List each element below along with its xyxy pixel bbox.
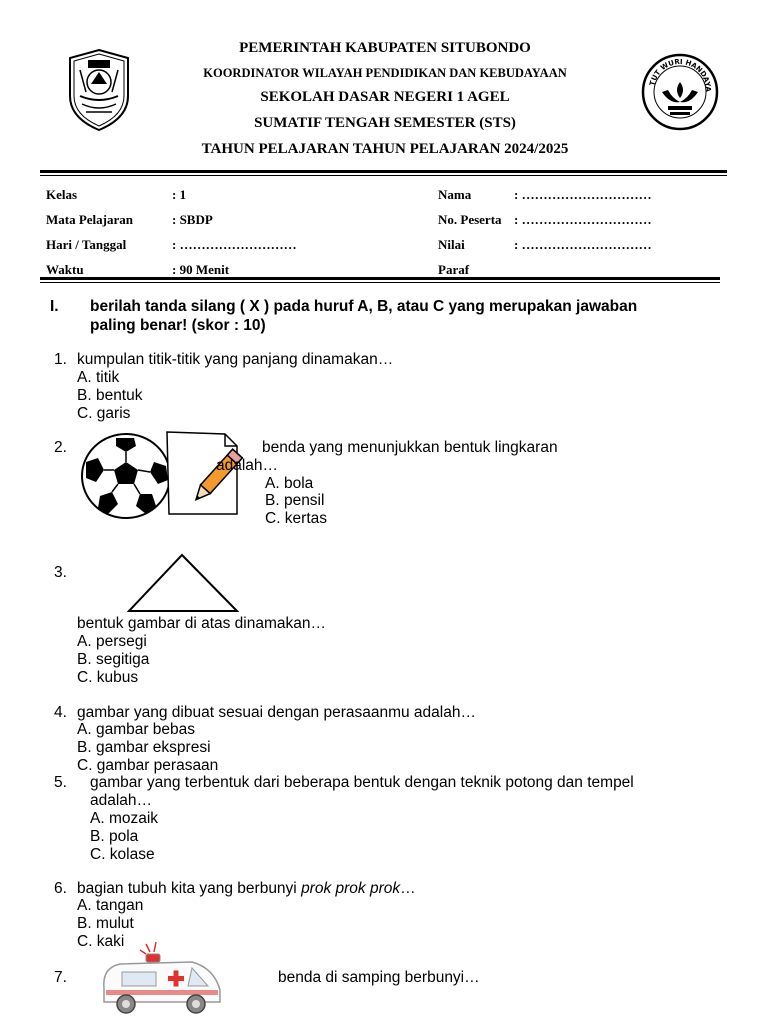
- q6-option-c: C. kaki: [77, 933, 125, 950]
- q4-option-a: A. gambar bebas: [77, 721, 196, 738]
- mapel-label: Mata Pelajaran: [46, 212, 134, 227]
- q3-number: 3.: [54, 564, 67, 581]
- q7-number: 7.: [54, 969, 67, 986]
- header-year: TAHUN PELAJARAN TAHUN PELAJARAN 2024/2025: [201, 141, 569, 157]
- header-government: PEMERINTAH KABUPATEN SITUBONDO: [239, 40, 531, 56]
- q3-text: bentuk gambar di atas dinamakan…: [77, 615, 327, 632]
- q6-text: [77, 880, 416, 898]
- q6-option-a: A. tangan: [77, 897, 144, 914]
- nilai-label: Nilai: [438, 237, 465, 252]
- kelas-value: : 1: [172, 187, 187, 202]
- q6-option-b: B. mulut: [77, 915, 134, 932]
- q4-option-c: C. gambar perasaan: [77, 757, 219, 774]
- hari-value: : ………………………: [172, 237, 297, 252]
- triangle-image: [126, 553, 240, 613]
- soccer-ball-image: [80, 432, 175, 520]
- header-exam: SUMATIF TENGAH SEMESTER (STS): [254, 115, 516, 131]
- info-divider-thin: [40, 282, 720, 283]
- q6-text-prefix: bagian tubuh kita yang berbunyi: [77, 880, 302, 897]
- nama-value: : …………………………: [514, 187, 652, 202]
- section-instruction-line2: paling benar! (skor : 10): [90, 317, 266, 334]
- q5-text: gambar yang terbentuk dari beberapa bentuk dengan teknik potong dan tempel: [90, 774, 634, 791]
- q2-text: benda yang menunjukkan bentuk lingkaran: [262, 439, 558, 456]
- q4-text: gambar yang dibuat sesuai dengan perasaanmu adalah…: [77, 704, 476, 721]
- q2-option-b: B. pensil: [265, 492, 325, 509]
- q1-text: kumpulan titik-titik yang panjang dinamakan…: [77, 351, 394, 368]
- q5-text-cont: adalah…: [90, 792, 153, 809]
- q5-number: 5.: [54, 774, 67, 791]
- q7-text: benda di samping berbunyi…: [278, 969, 480, 986]
- peserta-label: No. Peserta: [438, 212, 502, 227]
- nilai-value: : …………………………: [514, 237, 652, 252]
- waktu-label: Waktu: [46, 262, 84, 277]
- waktu-value: : 90 Menit: [172, 262, 230, 277]
- info-divider: [40, 277, 720, 280]
- mapel-value: : SBDP: [172, 212, 213, 227]
- situbondo-crest-logo: [66, 48, 132, 132]
- q1-option-c: C. garis: [77, 405, 131, 422]
- q2-option-c: C. kertas: [265, 510, 328, 527]
- q6-number: 6.: [54, 880, 67, 897]
- kelas-label: Kelas: [46, 187, 78, 202]
- tut-wuri-handayani-logo: [640, 52, 720, 132]
- q4-option-b: B. gambar ekspresi: [77, 739, 211, 756]
- q1-option-a: A. titik: [77, 369, 120, 386]
- q5-option-b: B. pola: [90, 828, 139, 845]
- logo-motto: TUT WURI HANDAYA: [648, 57, 713, 93]
- q4-number: 4.: [54, 704, 67, 721]
- q3-option-b: B. segitiga: [77, 651, 150, 668]
- section-instruction-line1: berilah tanda silang ( X ) pada huruf A, B, atau C yang merupakan jawaban: [90, 298, 638, 315]
- q6-text-italic: prok prok prok: [301, 880, 401, 897]
- q6-text-suffix: …: [400, 880, 416, 897]
- q2-option-a: A. bola: [265, 475, 314, 492]
- q1-option-b: B. bentuk: [77, 387, 143, 404]
- q3-option-a: A. persegi: [77, 633, 147, 650]
- header-divider-thin: [40, 175, 727, 176]
- q5-option-a: A. mozaik: [90, 810, 159, 827]
- header-coordinator: KOORDINATOR WILAYAH PENDIDIKAN DAN KEBUDAYAAN: [203, 66, 567, 80]
- ambulance-image: [96, 938, 226, 1018]
- q2-text-cont: adalah…: [216, 457, 279, 474]
- q3-option-c: C. kubus: [77, 669, 139, 686]
- peserta-value: : …………………………: [514, 212, 652, 227]
- hari-label: Hari / Tanggal: [46, 237, 127, 252]
- section-number: I.: [50, 298, 59, 315]
- q5-option-c: C. kolase: [90, 846, 155, 863]
- q1-number: 1.: [54, 351, 67, 368]
- header-divider: [40, 170, 727, 173]
- paraf-label: Paraf: [438, 262, 470, 277]
- q2-number: 2.: [54, 439, 67, 456]
- nama-label: Nama: [438, 187, 472, 202]
- header-school: SEKOLAH DASAR NEGERI 1 AGEL: [260, 89, 510, 105]
